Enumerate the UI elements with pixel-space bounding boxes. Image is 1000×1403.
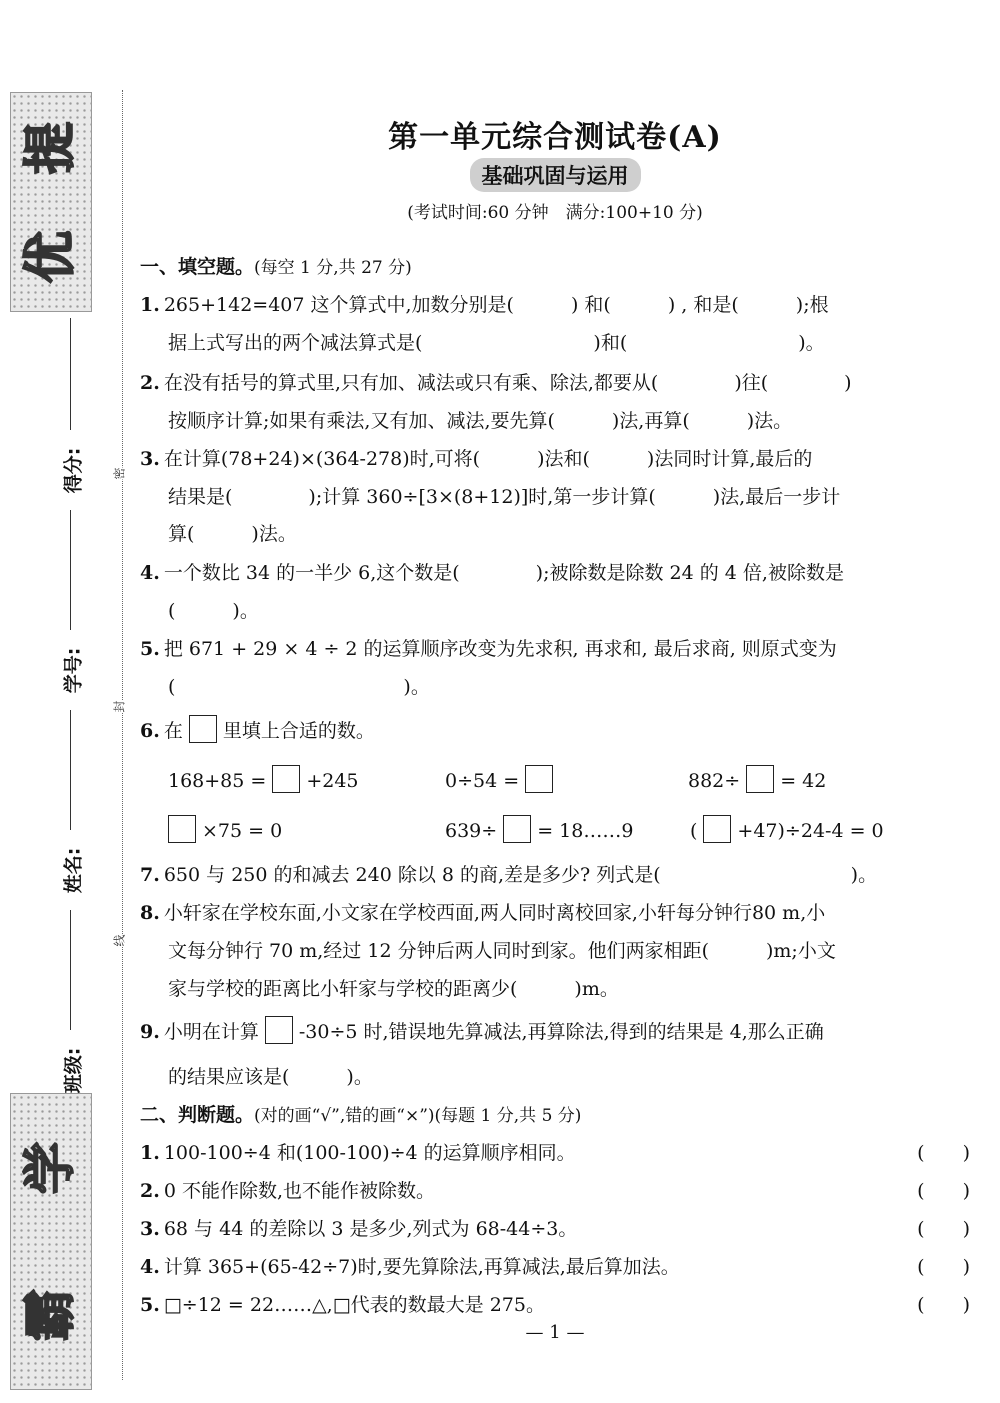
answer-paren[interactable]: ( ) bbox=[917, 1180, 970, 1202]
judge-item-5: 5. □÷12 = 22……△,□代表的数最大是 275。 ( ) bbox=[140, 1290, 970, 1317]
question-8-line-3: 家与学校的距离比小轩家与学校的距离少( )m。 bbox=[168, 978, 619, 1000]
seal-char: 密 bbox=[112, 467, 127, 480]
q6-item-1: 168+85 = +245 bbox=[168, 765, 359, 793]
question-4-line-1: 4. 一个数比 34 的一半少 6,这个数是( );被除数是除数 24 的 4 倍,被除数是 bbox=[140, 562, 844, 584]
question-3-line-2: 结果是( );计算 360÷[3×(8+12)]时,第一步计算( )法,最后一步计 bbox=[168, 486, 841, 508]
question-2-line-2: 按顺序计算;如果有乘法,又有加、减法,要先算( )法,再算( )法。 bbox=[168, 410, 793, 432]
judge-item-2: 2. 0 不能作除数,也不能作被除数。 ( ) bbox=[140, 1176, 970, 1203]
answer-box[interactable] bbox=[746, 765, 774, 793]
score-field: 得分: bbox=[62, 447, 85, 493]
question-7-line-1: 7. 650 与 250 的和减去 240 除以 8 的商,差是多少? 列式是( )。 bbox=[140, 864, 878, 886]
answer-box bbox=[189, 715, 217, 743]
question-5-line-1: 5. 把 671 + 29 × 4 ÷ 2 的运算顺序改变为先求积, 再求和, 最后求商, 则原式变为 bbox=[140, 638, 837, 660]
q6-item-4: ×75 = 0 bbox=[168, 815, 282, 843]
question-3-line-1: 3. 在计算(78+24)×(364-278)时,可将( )法和( )法同时计算,最后的 bbox=[140, 448, 813, 470]
answer-box[interactable] bbox=[703, 815, 731, 843]
field-line bbox=[70, 710, 71, 830]
name-field: 姓名: bbox=[62, 847, 85, 893]
answer-box[interactable] bbox=[272, 765, 300, 793]
judge-item-4: 4. 计算 365+(65-42÷7)时,要先算除法,再算减法,最后算加法。 ( ) bbox=[140, 1252, 970, 1279]
question-9-line-2: 的结果应该是( )。 bbox=[168, 1066, 373, 1088]
badge-char: 提 bbox=[20, 121, 81, 174]
badge-char: 霸 bbox=[20, 1289, 81, 1342]
question-8-line-1: 8. 小轩家在学校东面,小文家在学校西面,两人同时离校回家,小轩每分钟行80 m,小 bbox=[140, 902, 826, 924]
field-line bbox=[70, 318, 71, 430]
q6-item-6: ( +47)÷24-4 = 0 bbox=[690, 815, 884, 843]
decorative-badge-bottom bbox=[10, 1093, 92, 1390]
seal-cut-line bbox=[122, 90, 123, 1380]
answer-box bbox=[265, 1016, 293, 1044]
question-1-line-1: 1. 265+142=407 这个算式中,加数分别是( ) 和( ) , 和是( );根 bbox=[140, 294, 829, 316]
answer-box[interactable] bbox=[503, 815, 531, 843]
student-id-field: 学号: bbox=[62, 647, 85, 693]
field-line bbox=[70, 910, 71, 1030]
question-9-line-1: 9. 小明在计算 -30÷5 时,错误地先算减法,再算除法,得到的结果是 4,那么正确 bbox=[140, 1016, 824, 1044]
subtitle-wrap bbox=[140, 158, 970, 192]
seal-char: 封 bbox=[112, 700, 127, 713]
field-line bbox=[70, 510, 71, 630]
answer-paren[interactable]: ( ) bbox=[917, 1294, 970, 1316]
question-5-line-2: ( )。 bbox=[168, 676, 430, 698]
class-field: 班级: bbox=[62, 1047, 85, 1093]
binding-strip bbox=[0, 0, 140, 1403]
answer-paren[interactable]: ( ) bbox=[917, 1256, 970, 1278]
answer-paren[interactable]: ( ) bbox=[917, 1142, 970, 1164]
exam-info: (考试时间:60 分钟 满分:100+10 分) bbox=[407, 203, 703, 223]
question-4-line-2: ( )。 bbox=[168, 600, 259, 622]
question-6-prompt: 6. 在 里填上合适的数。 bbox=[140, 715, 375, 743]
question-8-line-2: 文每分钟行 70 m,经过 12 分钟后两人同时到家。他们两家相距( )m;小文 bbox=[168, 940, 836, 962]
answer-box[interactable] bbox=[525, 765, 553, 793]
badge-char: 优 bbox=[20, 230, 81, 283]
q6-item-5: 639÷ = 18……9 bbox=[445, 815, 633, 843]
page-number: — 1 — bbox=[525, 1322, 585, 1343]
subtitle-badge: 基础巩固与运用 bbox=[470, 158, 641, 192]
answer-box[interactable] bbox=[168, 815, 196, 843]
decorative-badge-top bbox=[10, 92, 92, 312]
seal-char: 线 bbox=[112, 934, 127, 947]
page-title: 第一单元综合测试卷(A) bbox=[388, 120, 722, 155]
question-2-line-1: 2. 在没有括号的算式里,只有加、减法或只有乘、除法,都要从( )往( ) bbox=[140, 372, 852, 394]
section-2-heading: 二、判断题。(对的画“√”,错的画“×”)(每题 1 分,共 5 分) bbox=[140, 1104, 582, 1126]
question-3-line-3: 算( )法。 bbox=[168, 523, 297, 545]
badge-char: 学 bbox=[20, 1141, 81, 1194]
section-1-heading: 一、填空题。(每空 1 分,共 27 分) bbox=[140, 256, 412, 278]
judge-item-1: 1. 100-100÷4 和(100-100)÷4 的运算顺序相同。 ( ) bbox=[140, 1138, 970, 1165]
judge-item-3: 3. 68 与 44 的差除以 3 是多少,列式为 68-44÷3。 ( ) bbox=[140, 1214, 970, 1241]
q6-item-3: 882÷ = 42 bbox=[688, 765, 826, 793]
answer-paren[interactable]: ( ) bbox=[917, 1218, 970, 1240]
question-1-line-2: 据上式写出的两个减法算式是( )和( )。 bbox=[168, 332, 825, 354]
q6-item-2: 0÷54 = bbox=[445, 765, 559, 793]
